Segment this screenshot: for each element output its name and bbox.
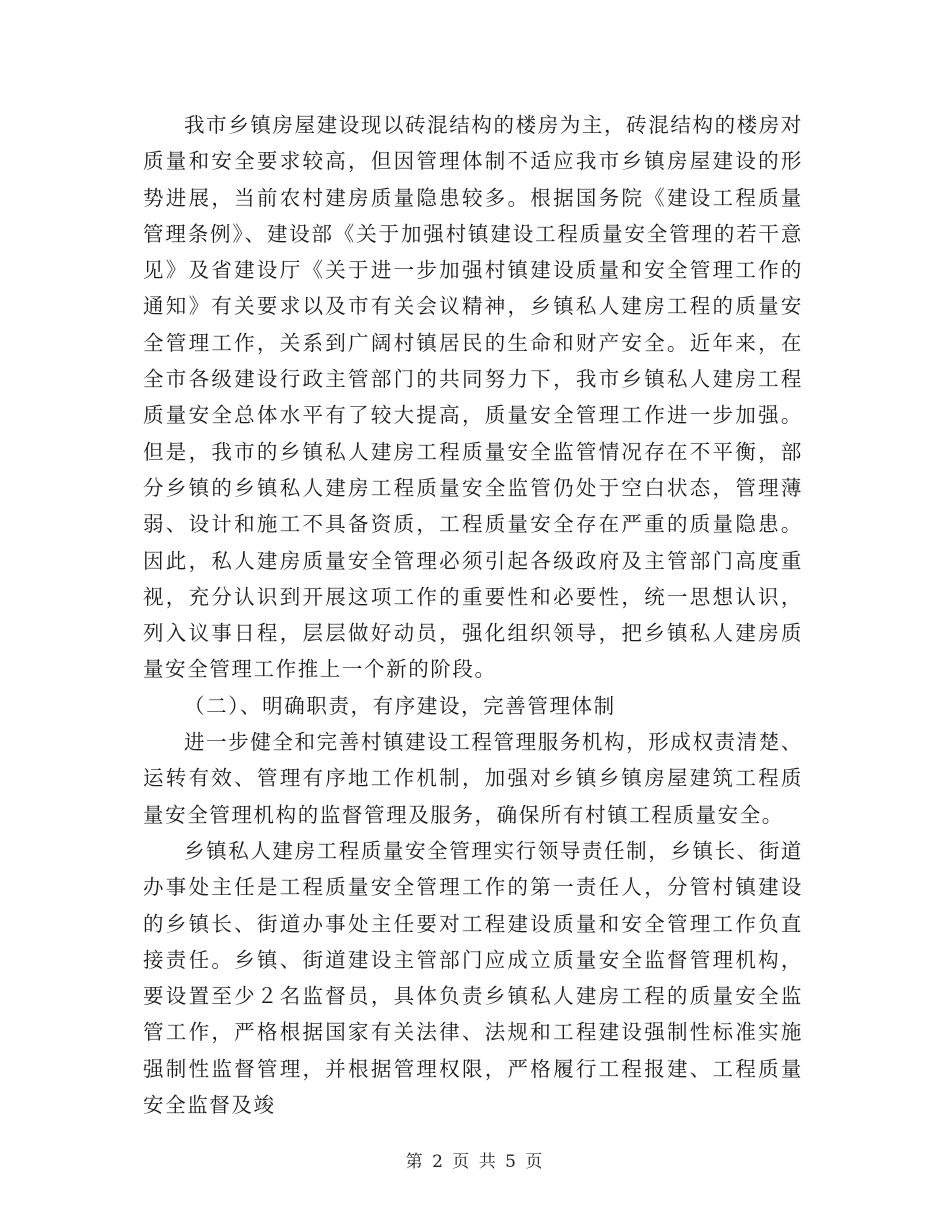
paragraph-intro: 我市乡镇房屋建设现以砖混结构的楼房为主，砖混结构的楼房对质量和安全要求较高，但因管理体制不适应我市乡镇房屋建设的形势进展，当前农村建房质量隐患较多。根据国务院《建设工程质量管理条例》、建设部《关于加强村镇建设工程质量安全管理的若干意见》及省建设厅《关于进一步加强村镇建设质量和安全管理工作的通知》有关要求以及市有关会议精神，乡镇私人建房工程的质量安全管理工作，关系到广阔村镇居民的生命和财产安全。近年来，在全市各级建设行政主管部门的共同努力下，我市乡镇私人建房工程质量安全总体水平有了较大提高，质量安全管理工作进一步加强。但是，我市的乡镇私人建房工程质量安全监管情况存在不平衡，部分乡镇的乡镇私人建房工程质量安全监管仍处于空白状态，管理薄弱、设计和施工不具备资质，工程质量安全存在严重的质量隐患。因此，私人建房质量安全管理必须引起各级政府及主管部门高度重视，充分认识到开展这项工作的重要性和必要性，统一思想认识，列入议事日程，层层做好动员，强化组织领导，把乡镇私人建房质量安全管理工作推上一个新的阶段。: [143, 113, 803, 682]
paragraph-institutions: 进一步健全和完善村镇建设工程管理服务机构，形成权责清楚、运转有效、管理有序地工作机制，加强对乡镇乡镇房屋建筑工程质量安全管理机构的监督管理及服务，确保所有村镇工程质量安全。: [143, 730, 803, 827]
document-body: [143, 107, 803, 1123]
page-number-footer: 第 2 页 共 5 页: [405, 1152, 545, 1172]
section-heading: （二）、明确职责，有序建设，完善管理体制: [184, 693, 616, 718]
paragraph-responsibility: 乡镇私人建房工程质量安全管理实行领导责任制，乡镇长、街道办事处主任是工程质量安全管理工作的第一责任人，分管村镇建设的乡镇长、街道办事处主任要对工程建设质量和安全管理工作负直接责任。乡镇、街道建设主管部门应成立质量安全监督管理机构，要设置至少２名监督员，具体负责乡镇私人建房工程的质量安全监管工作，严格根据国家有关法律、法规和工程建设强制性标准实施强制性监督管理，并根据管理权限，严格履行工程报建、工程质量安全监督及竣: [143, 838, 803, 1118]
